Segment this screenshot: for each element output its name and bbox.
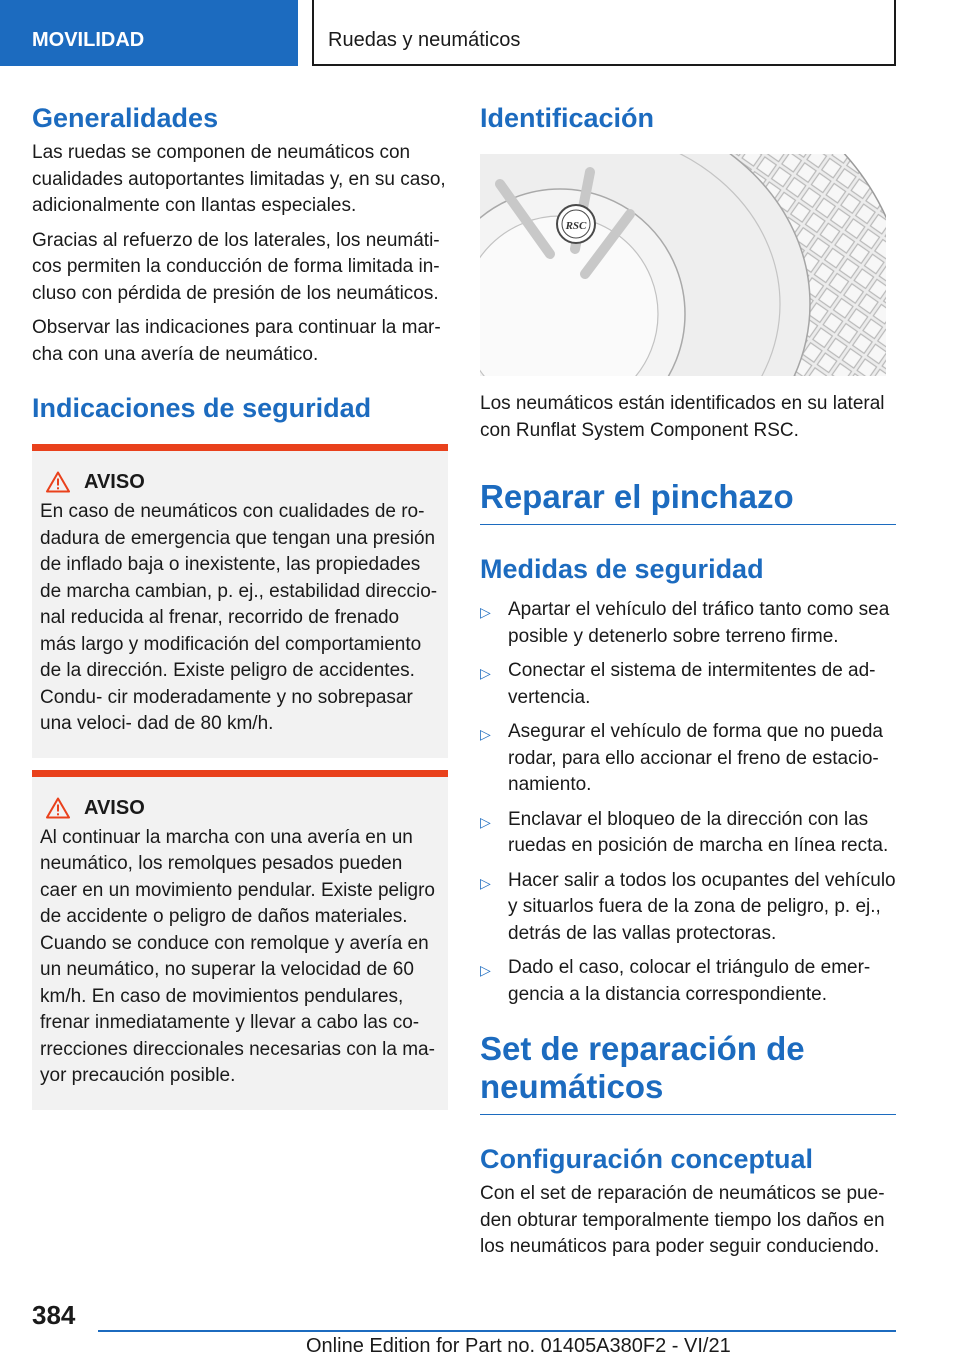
list-item (480, 597, 896, 650)
paragraph: Gracias al refuerzo de los laterales, los neumáti‐ cos permiten la conducción de forma limitada in‐ cluso con pérdida de presión de los neumáticos. (32, 229, 440, 304)
heading-seguridad: Indicaciones de seguridad (32, 393, 372, 423)
bullet-icon: ▷ (480, 874, 491, 891)
heading-reparar: Reparar el pinchazo (480, 478, 896, 525)
bullet-icon: ▷ (480, 604, 491, 620)
warning-triangle-icon (46, 471, 70, 493)
figure-caption: Los neumáticos están identificados en su lateral con Runflat System Component RSC. (480, 393, 885, 441)
list-item (480, 955, 896, 1008)
list-item-text: Enclavar el bloqueo de la dirección con las ruedas en posición de marcha en línea recta. (508, 808, 889, 856)
heading-configuracion: Configuración conceptual (480, 1144, 814, 1174)
heading-generalidades: Generalidades (32, 103, 219, 133)
list-item (480, 868, 896, 948)
tire-sidewall-illustration (480, 154, 886, 376)
bullet-icon: ▷ (480, 813, 491, 830)
heading-identificacion: Identificación (480, 103, 655, 133)
page-header (0, 0, 960, 66)
bullet-icon: ▷ (480, 726, 491, 742)
list-item (480, 719, 896, 799)
warning-triangle-icon (46, 797, 70, 819)
heading-set-reparacion: Set de reparación de neumáticos (480, 1030, 896, 1115)
bullet-icon: ▷ (480, 962, 491, 978)
warning-label: AVISO (84, 471, 145, 493)
rsc-logo-text: RSC (565, 220, 587, 232)
chapter-title: Ruedas y neumáticos (312, 0, 896, 66)
list-item-text: Asegurar el vehículo de forma que no pueda rodar, para ello accionar el freno de estacio‐ namiento. (508, 721, 883, 795)
list-item-text: Apartar el vehículo del tráfico tanto como sea posible y detenerlo sobre terreno firme. (508, 599, 890, 647)
section-tab: MOVILIDAD (0, 0, 298, 66)
warning-box (32, 444, 448, 758)
paragraph: Con el set de reparación de neumáticos se pue‐ den obturar temporalmente tiempo los daños en los neumáticos para poder seguir conduciendo. (480, 1183, 885, 1257)
list-item-text: Hacer salir a todos los ocupantes del vehículo y situarlos fuera de la zona de peligro, p. ej., detrás de las vallas protectoras. (508, 869, 896, 944)
bullet-icon: ▷ (480, 665, 491, 681)
list-item-text: Dado el caso, colocar el triángulo de emer‐ gencia a la distancia correspondiente. (508, 957, 871, 1005)
paragraph: Las ruedas se componen de neumáticos con cualidades autoportantes limitadas y, en su caso, adicionalmente con llantas especiales. (32, 142, 446, 216)
footer-divider (98, 1330, 896, 1332)
right-column (480, 100, 896, 1269)
list-item-text: Conectar el sistema de intermitentes de ad‐ vertencia. (508, 660, 876, 708)
heading-medidas: Medidas de seguridad (480, 554, 764, 584)
left-column (32, 100, 448, 1122)
edition-note: Online Edition for Part no. 01405A380F2 - VI/21 (306, 1335, 731, 1357)
warning-label: AVISO (84, 796, 145, 819)
list-item (480, 807, 896, 860)
paragraph: Observar las indicaciones para continuar la mar‐ cha con una avería de neumático. (32, 317, 441, 365)
safety-steps-list (480, 597, 896, 1008)
warning-text: En caso de neumáticos con cualidades de ro‐ dadura de emergencia que tengan una presión de inflado baja o inexistente, las propiedades de marcha cambian, p. ej., estabilidad direccio‐ nal reducida al frenar, recorrido de frenado más largo y modificación del comportamiento de la dirección. Existe peligro de accidentes. Condu‐ cir moderadamente y no sobrepasar una veloci‐ dad de 80 km/h. (40, 501, 438, 734)
list-item (480, 658, 896, 711)
warning-box (32, 770, 448, 1110)
page-number: 384 (32, 1300, 76, 1330)
warning-text: Al continuar la marcha con una avería en un neumático, los remolques pesados pueden caer en un movimiento pendular. Existe peligro de accidente o peligro de daños materiales. Cuando se conduce con remolque y avería en un neumático, no superar la velocidad de 60 km/h. En caso de movimientos pendulares, frenar inmediatamente y llevar a cabo las co‐ rrecciones direccionales necesarias con la ma‐ yor precaución posible. (40, 826, 436, 1086)
